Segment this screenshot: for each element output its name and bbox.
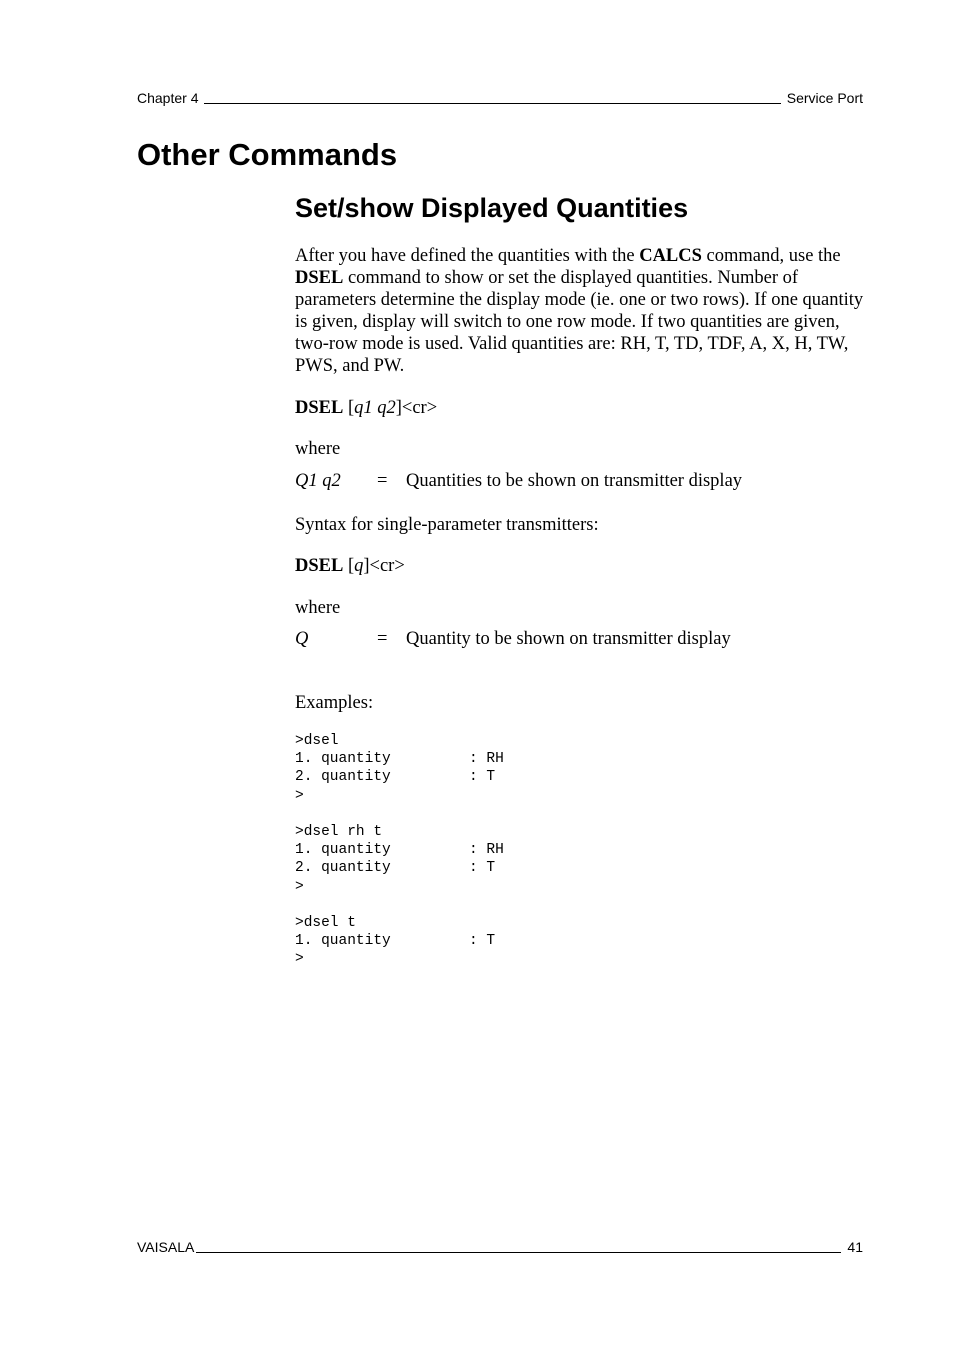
syntax2-close: ]<cr>: [363, 556, 405, 576]
syntax2-open: [: [343, 556, 355, 576]
example-block-3: >dsel t 1. quantity : T >: [295, 915, 496, 968]
syntax2-params: q: [354, 556, 364, 576]
definition-term-1: Q1 q2: [295, 471, 341, 491]
footer-rule: [196, 1251, 841, 1253]
subsection-title: Set/show Displayed Quantities: [295, 193, 689, 223]
example-block-2: >dsel rh t 1. quantity : RH 2. quantity : T >: [295, 824, 504, 895]
page-header: [137, 90, 863, 106]
where-label-2: where: [295, 598, 341, 618]
page-footer: [137, 1239, 863, 1255]
syntax-single-param: [295, 555, 405, 577]
section-title: Other Commands: [137, 137, 398, 172]
definition-desc-2: Quantity to be shown on transmitter display: [406, 629, 731, 649]
intro-dsel-command: DSEL: [295, 268, 344, 288]
intro-calcs-command: CALCS: [639, 246, 702, 266]
intro-text-3: command to show or set the displayed quantities. Number of parameters determine the display mode (ie. one or two rows). If one quantity is given, display will switch to one row mode. If two quantities are given, two-row mode is used. Valid quantities are: RH, T, TD, TDF, A, X, H, TW, PWS, and PW.: [295, 268, 864, 376]
syntax1-close: ]<cr>: [395, 398, 438, 418]
intro-paragraph: [295, 245, 867, 377]
header-chapter: Chapter 4: [137, 90, 199, 106]
single-param-text: Syntax for single-parameter transmitters:: [295, 515, 599, 535]
intro-text-2: command, use the: [701, 246, 841, 266]
syntax1-command: DSEL: [295, 398, 344, 418]
syntax-two-param: [295, 397, 437, 419]
definition-term-2: Q: [295, 629, 309, 649]
footer-page-number: 41: [847, 1239, 863, 1255]
example-block-1: >dsel 1. quantity : RH 2. quantity : T >: [295, 733, 504, 804]
syntax2-command: DSEL: [295, 556, 344, 576]
syntax1-open: [: [343, 398, 355, 418]
definition-equals-2: =: [377, 629, 388, 649]
header-section: Service Port: [786, 90, 863, 106]
examples-label: Examples:: [295, 693, 374, 713]
syntax1-params: q1 q2: [354, 398, 396, 418]
intro-text-1: After you have defined the quantities with the: [295, 246, 640, 266]
header-rule: [204, 102, 780, 104]
footer-company: VAISALA: [137, 1239, 195, 1255]
definition-equals-1: =: [377, 471, 388, 491]
definition-desc-1: Quantities to be shown on transmitter display: [406, 471, 743, 491]
where-label-1: where: [295, 439, 341, 459]
